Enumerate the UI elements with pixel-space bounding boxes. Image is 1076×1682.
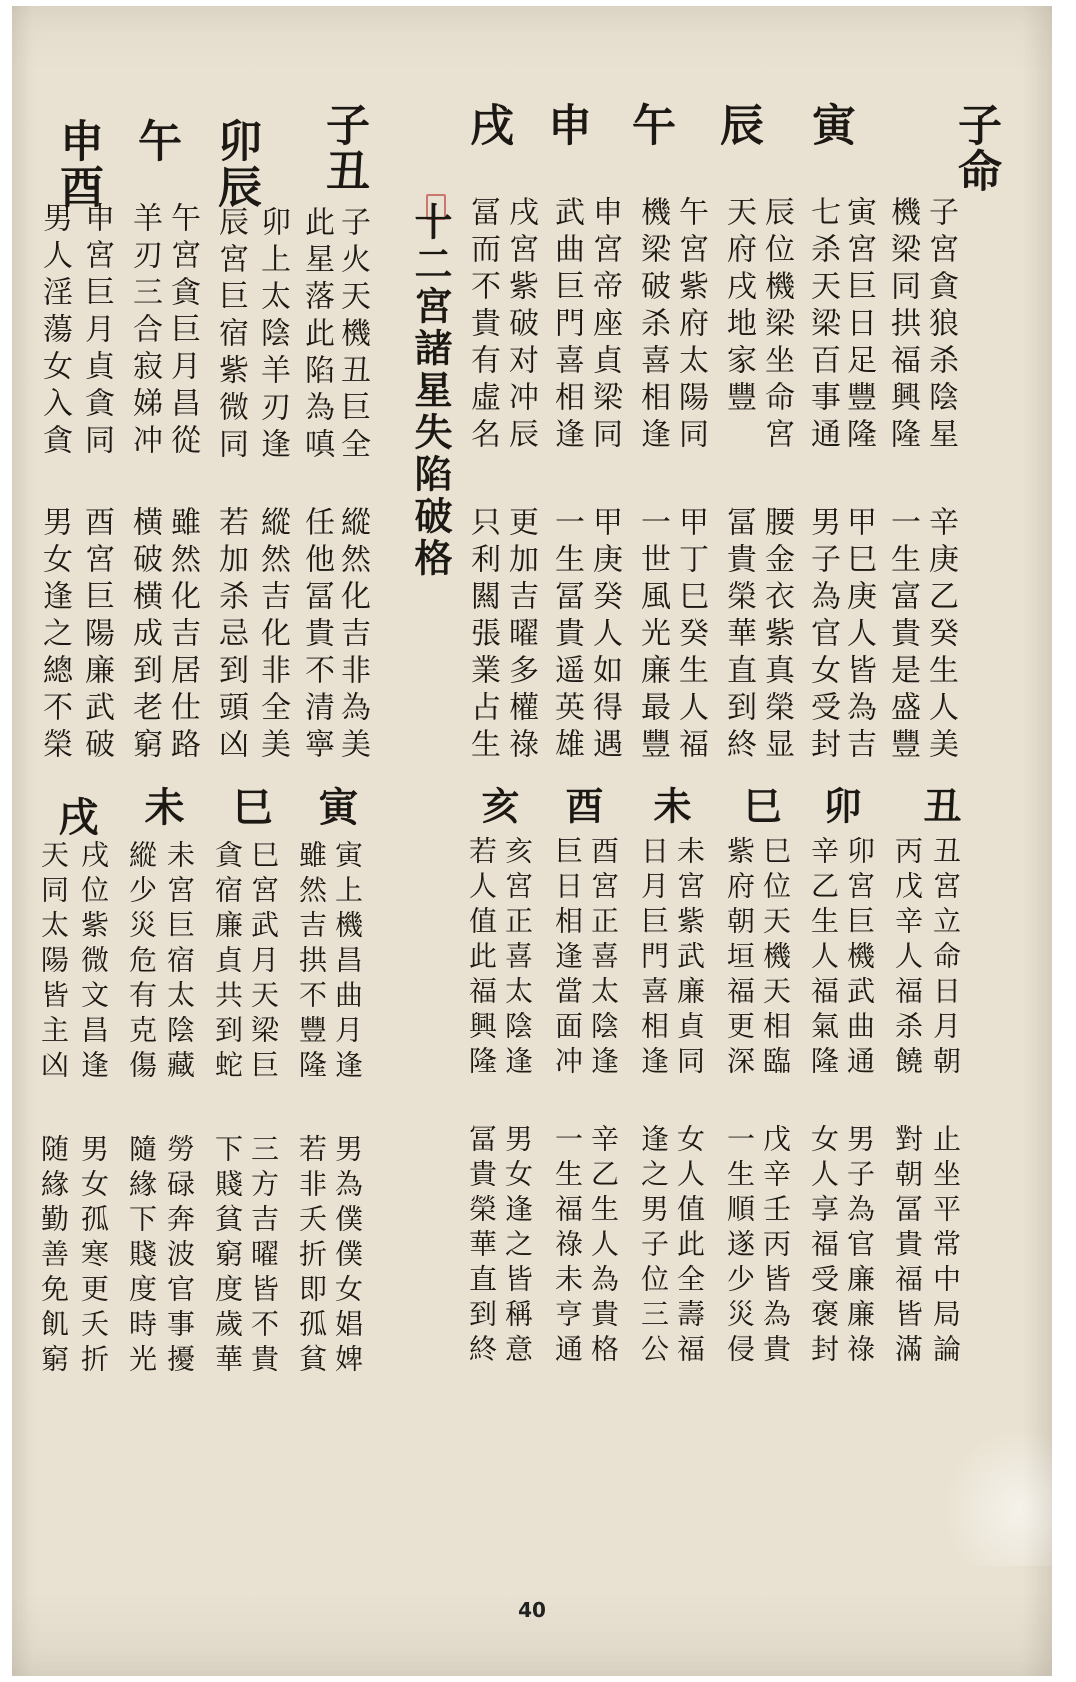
verse-line: 巳位天機天相臨 xyxy=(759,836,792,1081)
verse-line: 男女逢之總不榮 xyxy=(37,506,72,765)
heading-wei: 未 xyxy=(647,786,692,826)
verse-line: 只利闗張業占生 xyxy=(465,506,500,765)
verse-line: 横破横成到老窮 xyxy=(127,506,162,765)
heading-wu-left: 午 xyxy=(130,118,181,164)
verse-line: 巨日相逢當面冲 xyxy=(551,836,584,1081)
verse-line: 丑宮立命日月朝 xyxy=(929,836,962,1081)
verse-line: 止坐平常中局論 xyxy=(929,1124,962,1369)
verse-line: 男子為官廉廉祿 xyxy=(843,1124,876,1369)
verse-line: 辛庚乙癸生人美 xyxy=(923,506,958,765)
verse-line: 三方吉曜皆不貴 xyxy=(247,1134,280,1379)
verse-line: 申宮帝座貞梁同 xyxy=(587,196,622,455)
verse-line: 腰金衣紫真榮显 xyxy=(759,506,794,765)
heading-zi-chou: 子丑 xyxy=(318,102,369,194)
verse-line: 紫府朝垣福更深 xyxy=(723,836,756,1081)
verse-line: 勞碌奔波官事擾 xyxy=(163,1134,196,1379)
verse-line: 甲巳庚人皆為吉 xyxy=(841,506,876,765)
heading-yin-left: 寅 xyxy=(312,786,359,828)
heading-hai: 亥 xyxy=(475,786,520,826)
verse-line: 縱少災危有克傷 xyxy=(125,840,158,1085)
verse-line: 女人值此全壽福 xyxy=(673,1124,706,1369)
verse-line: 午宮紫府太陽同 xyxy=(673,196,708,455)
heading-you: 酉 xyxy=(559,786,604,826)
verse-line: 甲庚癸人如得遇 xyxy=(587,506,622,765)
verse-line: 任他冨貴不清寧 xyxy=(299,506,334,765)
heading-xu-left: 戌 xyxy=(52,796,99,838)
verse-line: 未宮巨宿太陰藏 xyxy=(163,840,196,1085)
verse-line: 若非夭折即孤貧 xyxy=(295,1134,328,1379)
verse-line: 寅宮巨日足豐隆 xyxy=(841,196,876,455)
verse-line: 酉宮巨陽廉武破 xyxy=(79,506,114,765)
heading-shen: 申 xyxy=(540,102,591,148)
heading-mao: 卯 xyxy=(817,786,862,826)
verse-line: 冨貴榮華直到終 xyxy=(721,506,756,765)
verse-line: 對朝冨貴福皆滿 xyxy=(891,1124,924,1369)
verse-line: 更加吉曜多權祿 xyxy=(503,506,538,765)
paper-stain xyxy=(942,1426,1052,1566)
verse-line: 縱然吉化非全美 xyxy=(255,506,290,765)
verse-line: 冨而不貴有虛名 xyxy=(465,196,500,455)
verse-line: 天同太陽皆主凶 xyxy=(37,840,70,1085)
verse-line: 子火天機丑巨全 xyxy=(335,206,370,465)
verse-line: 随緣勤善免飢窮 xyxy=(37,1134,70,1379)
verse-line: 日月巨門喜相逢 xyxy=(637,836,670,1081)
verse-line: 冨貴榮華直到終 xyxy=(465,1124,498,1369)
page-title: 十二宮諸星失陷破格 xyxy=(408,202,453,580)
verse-line: 貪宿廉貞共到蛇 xyxy=(211,840,244,1085)
verse-line: 辛乙生人福氣隆 xyxy=(807,836,840,1081)
verse-line: 一生冨貴遥英雄 xyxy=(549,506,584,765)
manuscript-page xyxy=(12,6,1052,1676)
heading-xu: 戌 xyxy=(462,102,513,148)
heading-chen: 辰 xyxy=(712,102,763,148)
verse-line: 卯宮巨機武曲通 xyxy=(843,836,876,1081)
heading-si-left: 巳 xyxy=(226,786,273,828)
verse-line: 巳宮武月天梁巨 xyxy=(247,840,280,1085)
verse-line: 縱然化吉非為美 xyxy=(335,506,370,765)
verse-line: 戌宮紫破对冲辰 xyxy=(503,196,538,455)
heading-si: 巳 xyxy=(737,786,782,826)
verse-line: 天府戌地家豐 xyxy=(721,196,756,418)
verse-line: 下賤貧窮度歲華 xyxy=(211,1134,244,1379)
verse-line: 戌位紫微文昌逢 xyxy=(77,840,110,1085)
heading-yin: 寅 xyxy=(804,102,855,148)
page-number: 40 xyxy=(518,1598,546,1622)
verse-line: 辛乙生人為貴格 xyxy=(587,1124,620,1369)
verse-line: 羊刃三合寂娣冲 xyxy=(127,202,162,461)
verse-line: 一世風光廉最豐 xyxy=(635,506,670,765)
verse-line: 逢之男子位三公 xyxy=(637,1124,670,1369)
verse-line: 七杀天梁百事通 xyxy=(805,196,840,455)
heading-wu: 午 xyxy=(624,102,675,148)
verse-line: 辰位機梁坐命宮 xyxy=(759,196,794,455)
verse-line: 申宮巨月貞貪同 xyxy=(79,202,114,461)
verse-line: 一生福祿未亨通 xyxy=(551,1124,584,1369)
heading-shen-you: 申酉 xyxy=(52,118,103,210)
heading-zi-ming: 子命 xyxy=(950,102,1001,194)
verse-line: 甲丁巳癸生人福 xyxy=(673,506,708,765)
verse-line: 子宮貪狼杀陰星 xyxy=(923,196,958,455)
verse-line: 亥宮正喜太陰逢 xyxy=(501,836,534,1081)
verse-line: 寅上機昌曲月逢 xyxy=(331,840,364,1085)
heading-mao-chen: 卯辰 xyxy=(210,118,261,210)
verse-line: 酉宮正喜太陰逢 xyxy=(587,836,620,1081)
verse-line: 若人值此福興隆 xyxy=(465,836,498,1081)
verse-line: 男女孤寒更夭折 xyxy=(77,1134,110,1379)
verse-line: 若加杀忌到頭凶 xyxy=(213,506,248,765)
verse-line: 武曲巨門喜相逢 xyxy=(549,196,584,455)
verse-line: 戊辛壬丙皆為貴 xyxy=(759,1124,792,1369)
verse-line: 午宮貪巨月昌從 xyxy=(165,202,200,461)
verse-line: 女人享福受褒封 xyxy=(807,1124,840,1369)
verse-line: 辰宮巨宿紫微同 xyxy=(213,206,248,465)
verse-line: 一生富貴是盛豐 xyxy=(885,506,920,765)
verse-line: 丙戊辛人福杀饒 xyxy=(891,836,924,1081)
verse-line: 機梁同拱福興隆 xyxy=(885,196,920,455)
verse-line: 隨緣下賤度時光 xyxy=(125,1134,158,1379)
verse-line: 男為僕僕女娼婢 xyxy=(331,1134,364,1379)
verse-line: 男女逢之皆稱意 xyxy=(501,1124,534,1369)
verse-line: 男子為官女受封 xyxy=(805,506,840,765)
verse-line: 雖然化吉居仕路 xyxy=(165,506,200,765)
verse-line: 雖然吉拱不豐隆 xyxy=(295,840,328,1085)
verse-line: 一生順遂少災侵 xyxy=(723,1124,756,1369)
verse-line: 未宮紫武廉貞同 xyxy=(673,836,706,1081)
heading-chou: 丑 xyxy=(917,786,962,826)
verse-line: 男人淫蕩女入貪 xyxy=(37,202,72,461)
verse-line: 卯上太陰羊刃逢 xyxy=(255,206,290,465)
heading-wei-left: 未 xyxy=(138,786,185,828)
verse-line: 機梁破杀喜相逢 xyxy=(635,196,670,455)
verse-line: 此星落此陷為嗔 xyxy=(299,206,334,465)
